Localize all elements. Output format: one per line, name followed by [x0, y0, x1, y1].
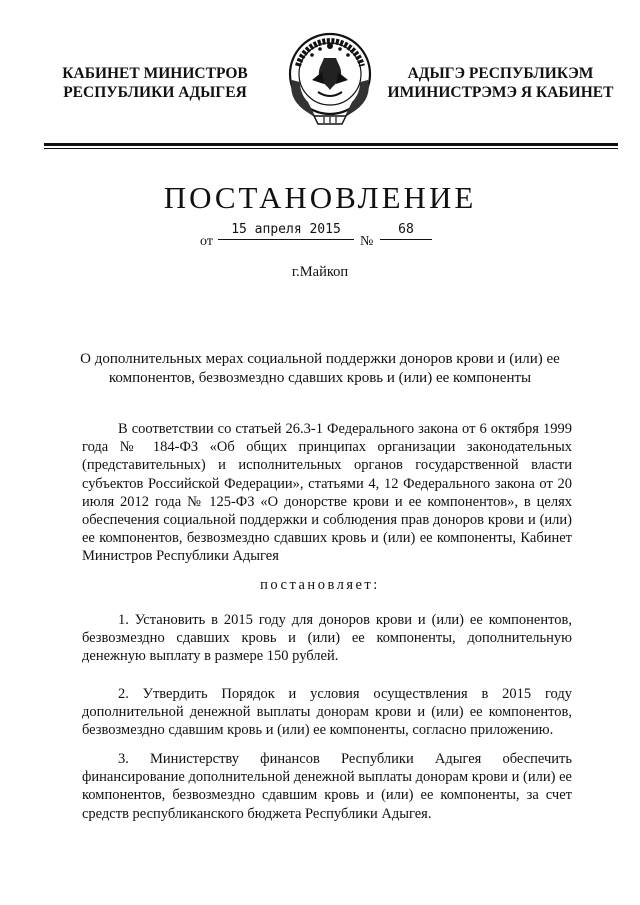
header-left-line2: РЕСПУБЛИКИ АДЫГЕЯ [63, 84, 247, 101]
coat-of-arms-icon [278, 28, 382, 128]
document-city: г.Майкоп [291, 264, 349, 280]
document-date: 15 апреля 2015 [218, 222, 354, 240]
decree-item-1: 1. Установить в 2015 году для доноров крови и (или) ее компонентов, безвозмездно сдавших кровь и (или) ее компоненты, дополнительную денежную выплату в размере 150 рублей. [82, 612, 572, 665]
header-right-line1: АДЫГЭ РЕСПУБЛИКЭМ [407, 65, 594, 82]
document-title: ПОСТАНОВЛЕНИЕ [163, 180, 477, 215]
decree-item-3: 3. Министерству финансов Республики Адыгея обеспечить финансирование дополнительной денежной выплаты донорам крови и (или) ее компонентов, безвозмездно сдавшим кровь и (или) ее компоненты, за счет средств республиканского бюджета Республики Адыгея. [82, 751, 572, 822]
header-divider-thick [44, 143, 618, 146]
date-number-line [200, 222, 460, 248]
document-subject: О дополнительных мерах социальной поддержки доноров крови и (или) ее компонентов, безвозмездно сдавших кровь и (или) ее компоненты [80, 351, 560, 386]
header-left [55, 64, 255, 102]
number-sign: № [360, 234, 374, 249]
header-right-line2: ИМИНИСТРЭМЭ Я КАБИНЕТ [387, 84, 614, 101]
decrees-heading: постановляет: [260, 577, 380, 593]
header-divider-thin [44, 148, 618, 149]
header-right [378, 64, 623, 102]
preamble-paragraph: В соответствии со статьей 26.3-1 Федерального закона от 6 октября 1999 года № 184-ФЗ «Об общих принципах организации законодательных (представительных) и исполнительных органов государственной власти субъектов Российской Федерации», статьями 4, 12 Федерального закона от 20 июля 2012 года № 125-ФЗ «О донорстве крови и ее компонентов», в целях обеспечения социальной поддержки и соблюдения прав доноров крови и (или) ее компонентов, безвозмездно сдавших кровь и (или) ее компоненты, Кабинет Министров Республики Адыгея [82, 421, 572, 565]
header-left-line1: КАБИНЕТ МИНИСТРОВ [62, 65, 248, 82]
document-number: 68 [380, 222, 432, 240]
date-prefix: от [200, 234, 213, 249]
decree-item-2: 2. Утвердить Порядок и условия осуществления в 2015 году дополнительной денежной выплаты донорам крови и (или) ее компонентов, безвозмездно сдавшим кровь и (или) ее компоненты, согласно приложению. [82, 686, 572, 739]
